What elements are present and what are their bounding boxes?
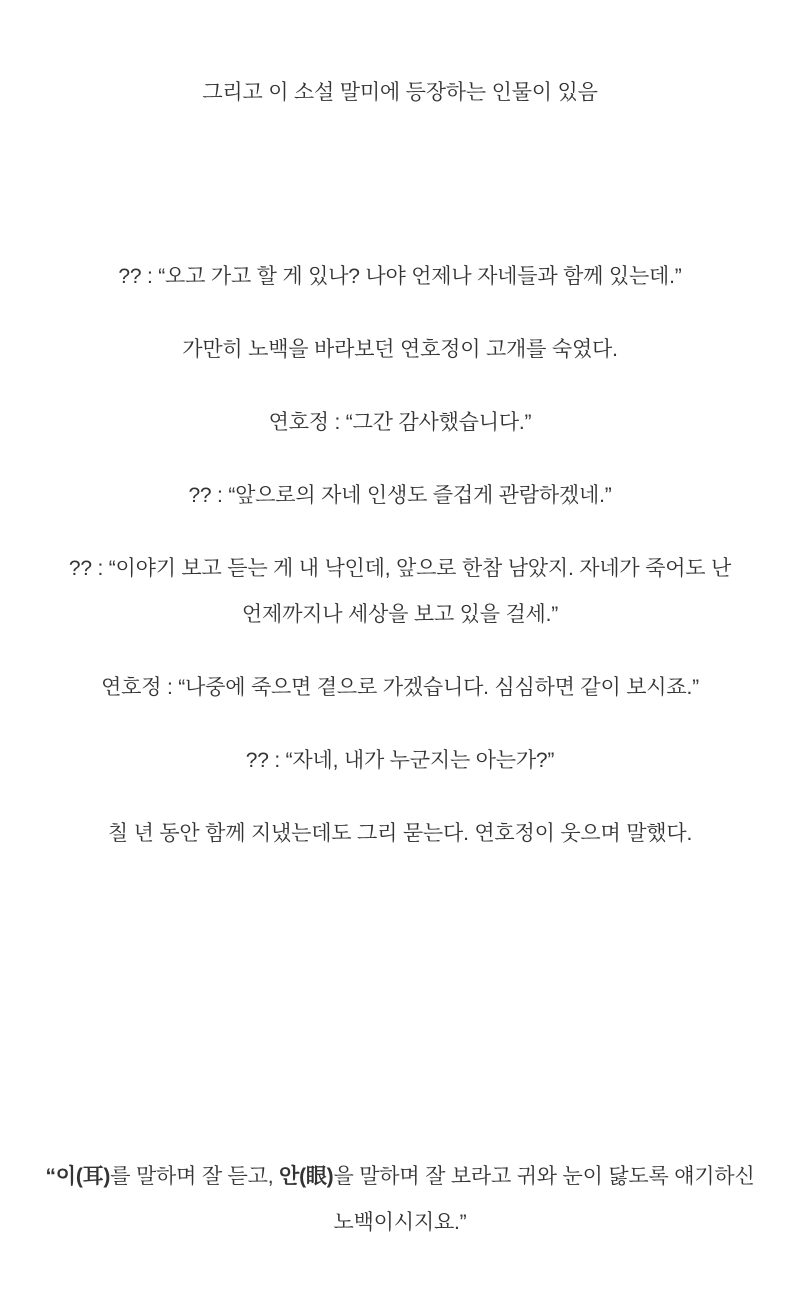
dialogue-line-unknown-2: ?? : “앞으로의 자네 인생도 즐겁게 관람하겠네.” (188, 484, 612, 507)
final-quote (28, 1154, 772, 1246)
dialogue-line-yeonhojeong-1: 연호정 : “그간 감사했습니다.” (268, 411, 532, 434)
final-quote-bold-ear: “이(耳) (45, 1165, 111, 1188)
dialogue-line-unknown-4: ?? : “자네, 내가 누군지는 아는가?” (245, 749, 555, 772)
final-quote-text-1: 를 말하며 잘 듣고, (110, 1165, 279, 1188)
dialogue-line-unknown-1: ?? : “오고 가고 할 게 있나? 나야 언제나 자네들과 함께 있는데.” (118, 265, 682, 288)
narration-line-2: 칠 년 동안 함께 지냈는데도 그리 묻는다. 연호정이 웃으며 말했다. (107, 822, 693, 845)
final-quote-text-2: 을 말하며 잘 보라고 귀와 눈이 닳도록 얘기하신 노백이시지요.” (333, 1165, 755, 1234)
dialogue-line-yeonhojeong-2: 연호정 : “나중에 죽으면 곁으로 가겠습니다. 심심하면 같이 보시죠.” (101, 676, 699, 699)
narration-line-1: 가만히 노백을 바라보던 연호정이 고개를 숙였다. (182, 338, 618, 361)
final-quote-bold-eye: 안(眼) (279, 1165, 334, 1188)
intro-line: 그리고 이 소설 말미에 등장하는 인물이 있음 (202, 81, 598, 104)
dialogue-line-unknown-3: ?? : “이야기 보고 듣는 게 내 낙인데, 앞으로 한참 남았지. 자네가 죽어도 난 언제까지나 세상을 보고 있을 걸세.” (68, 557, 732, 626)
